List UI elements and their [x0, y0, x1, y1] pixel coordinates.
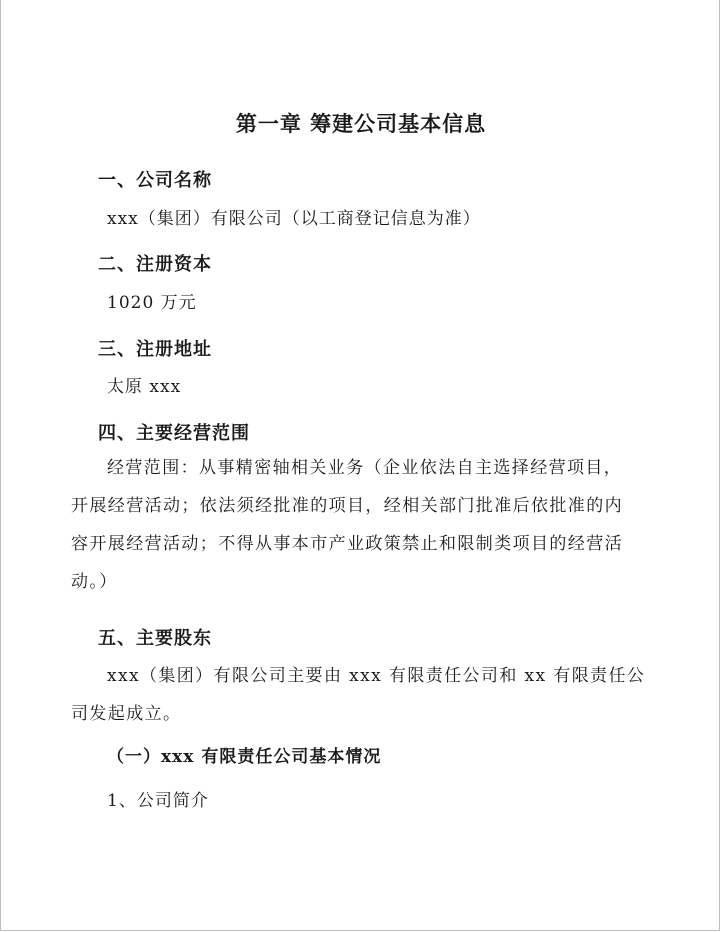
business-scope-line: 开展经营活动；依法须经批准的项目，经相关部门批准后依批准的内	[71, 496, 623, 516]
shareholders-paragraph	[71, 657, 651, 733]
business-scope-line: 动。）	[71, 572, 118, 592]
registered-capital-text: 1020 万元	[107, 293, 197, 313]
section-heading-business-scope: 四、主要经营范围	[98, 423, 250, 444]
shareholders-line: xxx（集团）有限公司主要由 xxx 有限责任公司和 xx 有限责任公	[107, 666, 646, 686]
subsection-heading-shareholder-info: （一）xxx 有限责任公司基本情况	[107, 747, 382, 767]
chapter-title: 第一章 筹建公司基本信息	[235, 111, 487, 136]
company-profile-item: 1、公司简介	[107, 791, 209, 811]
business-scope-line: 容开展经营活动；不得从事本市产业政策禁止和限制类项目的经营活	[71, 534, 623, 554]
shareholders-line: 司发起成立。	[71, 704, 182, 724]
section-heading-registered-capital: 二、注册资本	[98, 254, 212, 275]
business-scope-line: 经营范围：从事精密轴相关业务（企业依法自主选择经营项目，	[107, 458, 623, 478]
registered-address-text: 太原 xxx	[107, 377, 182, 397]
section-heading-registered-address: 三、注册地址	[98, 339, 212, 360]
business-scope-paragraph	[71, 449, 651, 601]
section-heading-major-shareholders: 五、主要股东	[98, 628, 212, 649]
section-heading-company-name: 一、公司名称	[98, 170, 212, 191]
company-name-text: xxx（集团）有限公司（以工商登记信息为准）	[107, 209, 481, 229]
